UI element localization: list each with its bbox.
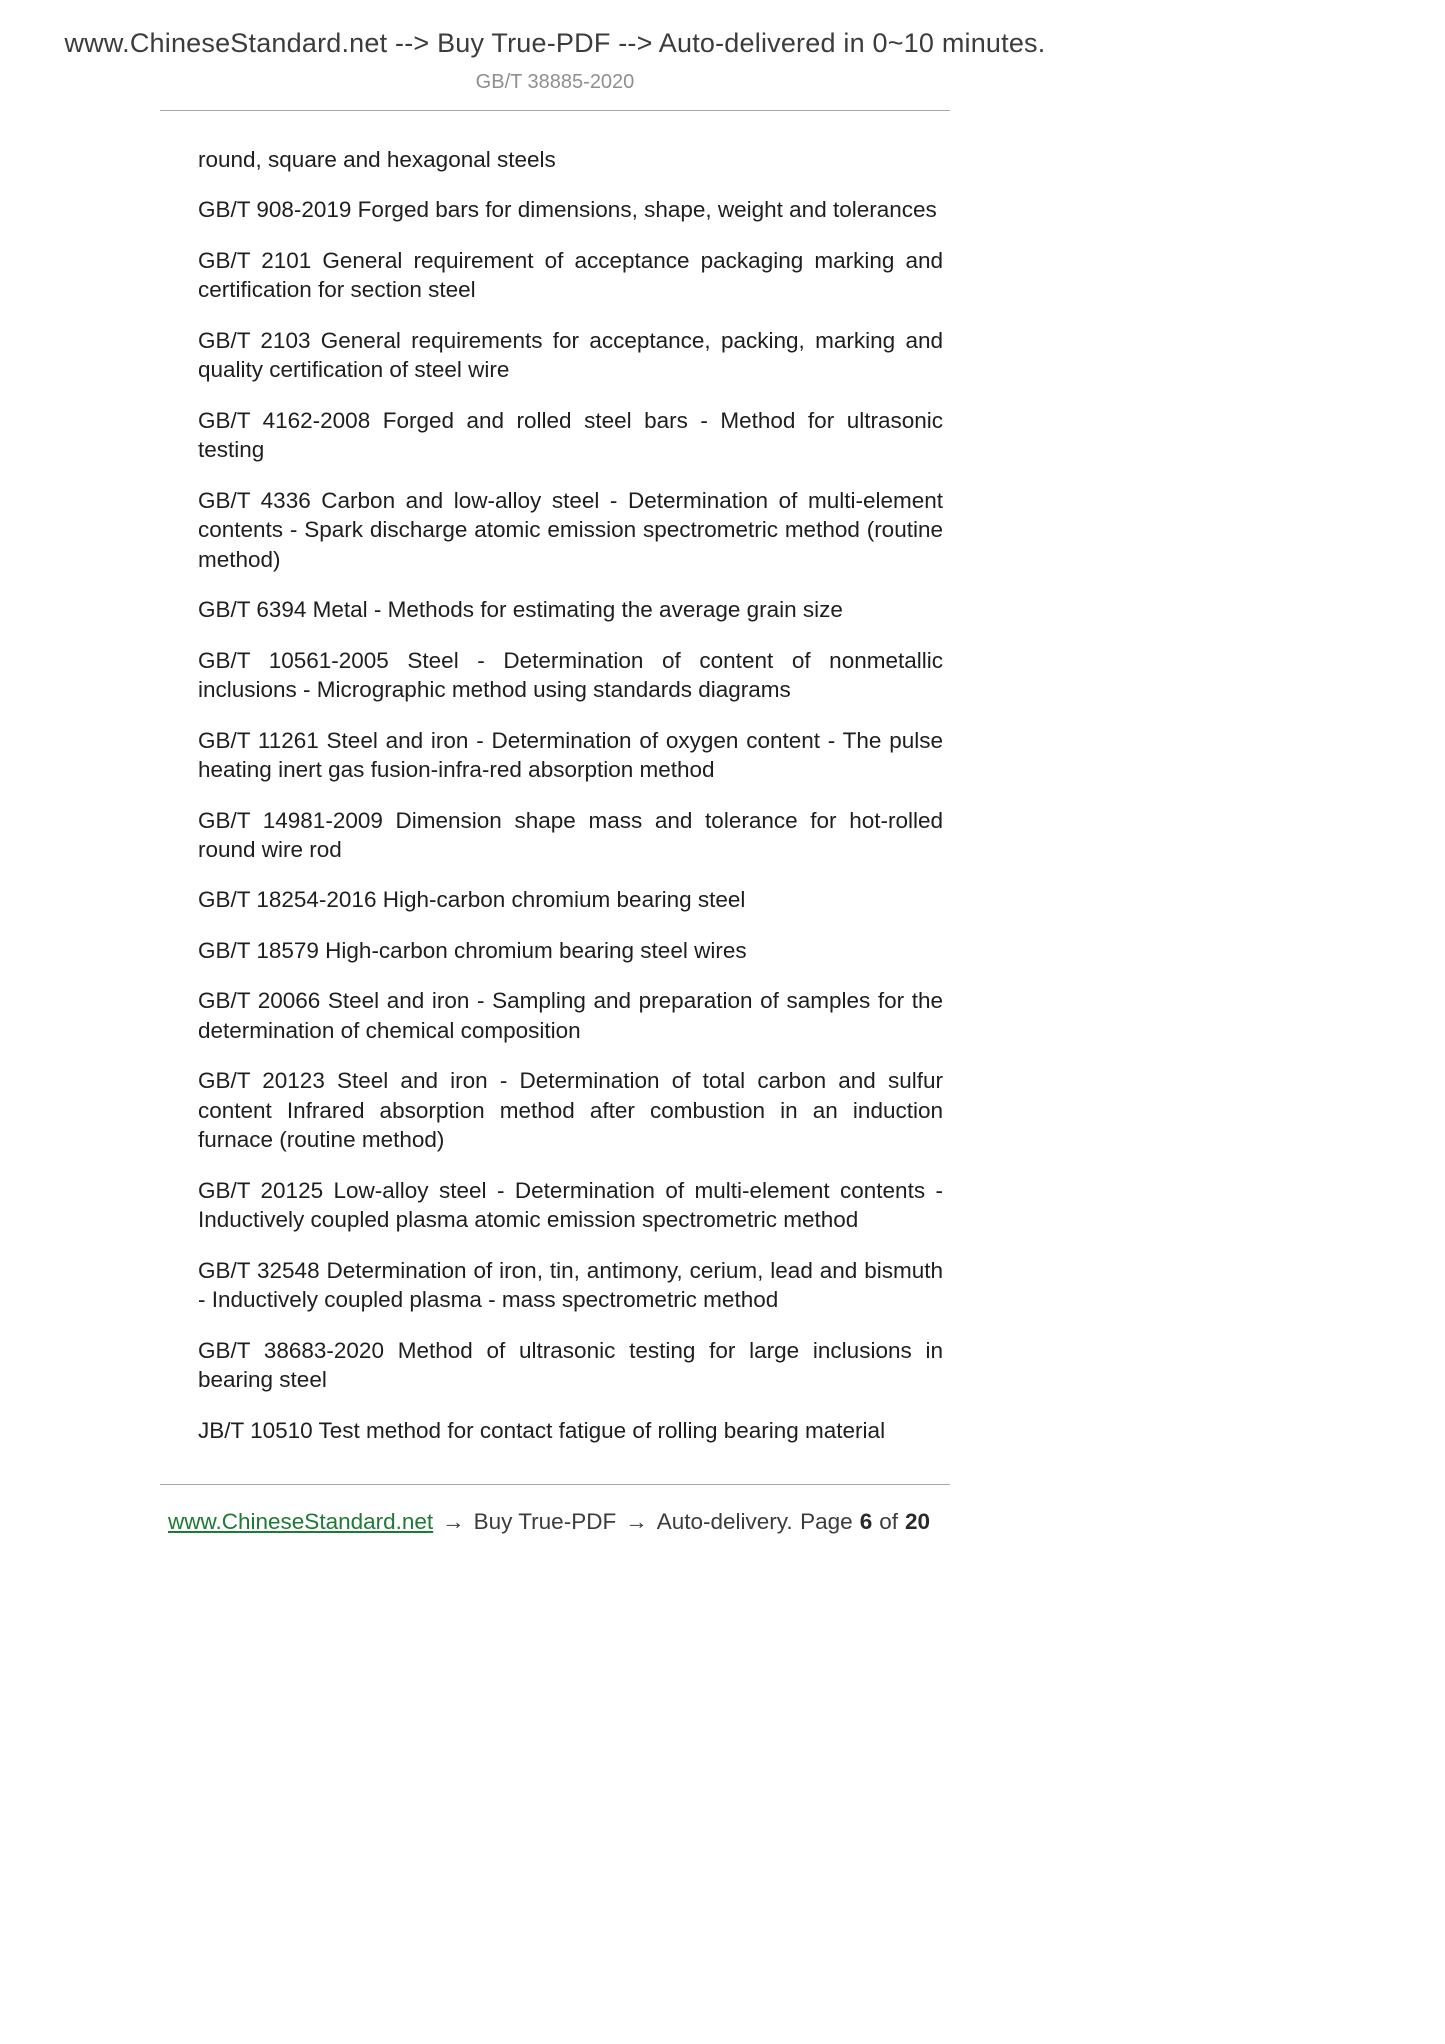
page-footer xyxy=(0,1468,1110,1535)
reference-item: GB/T 20123 Steel and iron - Determination of total carbon and sulfur content Infrared absorption method after combustion in an induction furnace (routine method) xyxy=(198,1068,943,1153)
reference-item: GB/T 2101 General requirement of acceptance packaging marking and certification for section steel xyxy=(198,247,943,303)
reference-item: GB/T 18254-2016 High-carbon chromium bearing steel xyxy=(198,887,746,913)
reference-item: round, square and hexagonal steels xyxy=(198,147,556,172)
reference-item: GB/T 4162-2008 Forged and rolled steel bars - Method for ultrasonic testing xyxy=(198,407,943,463)
reference-item: GB/T 20066 Steel and iron - Sampling and preparation of samples for the determination of chemical composition xyxy=(198,988,943,1043)
document-code: GB/T 38885-2020 xyxy=(475,71,635,93)
reference-item: GB/T 6394 Metal - Methods for estimating the average grain size xyxy=(198,597,843,623)
reference-item: GB/T 11261 Steel and iron - Determination of oxygen content - The pulse heating inert gas fusion-infra-red absorption method xyxy=(198,727,943,783)
footer-buy-text: Buy True-PDF xyxy=(473,1509,617,1534)
reference-item: GB/T 18579 High-carbon chromium bearing steel wires xyxy=(198,937,747,963)
header-banner: www.ChineseStandard.net --> Buy True-PDF --> Auto-delivered in 0~10 minutes. xyxy=(64,28,1046,58)
arrow-right-icon: → xyxy=(442,1509,465,1534)
reference-item: GB/T 32548 Determination of iron, tin, antimony, cerium, lead and bismuth - Inductively coupled plasma - mass spectrometric method xyxy=(198,1257,943,1313)
footer-divider xyxy=(160,1484,950,1485)
reference-item: JB/T 10510 Test method for contact fatigue of rolling bearing material xyxy=(198,1417,886,1443)
header-divider xyxy=(160,110,950,111)
page-label: Page xyxy=(800,1509,853,1534)
footer-left xyxy=(168,1509,793,1535)
page-of-label: of xyxy=(879,1509,898,1534)
footer-row xyxy=(168,1509,930,1535)
reference-item: GB/T 4336 Carbon and low-alloy steel - Determination of multi-element contents - Spark discharge atomic emission spectrometric method (routine method) xyxy=(198,487,943,572)
page-total: 20 xyxy=(904,1509,930,1534)
reference-item: GB/T 20125 Low-alloy steel - Determination of multi-element contents - Inductively coupled plasma atomic emission spectrometric method xyxy=(198,1177,943,1233)
footer-site-link[interactable]: www.ChineseStandard.net xyxy=(168,1509,434,1534)
reference-list xyxy=(198,145,943,1445)
footer-delivery-text: Auto-delivery. xyxy=(656,1509,793,1534)
reference-item: GB/T 14981-2009 Dimension shape mass and tolerance for hot-rolled round wire rod xyxy=(198,807,943,862)
arrow-right-icon: → xyxy=(625,1509,648,1534)
reference-item: GB/T 908-2019 Forged bars for dimensions, shape, weight and tolerances xyxy=(198,197,937,223)
page-current: 6 xyxy=(859,1509,873,1534)
reference-item: GB/T 10561-2005 Steel - Determination of content of nonmetallic inclusions - Micrographic method using standards diagrams xyxy=(198,647,943,703)
reference-item: GB/T 2103 General requirements for acceptance, packing, marking and quality certification of steel wire xyxy=(198,327,943,383)
page-number xyxy=(800,1509,930,1535)
reference-item: GB/T 38683-2020 Method of ultrasonic testing for large inclusions in bearing steel xyxy=(198,1337,943,1393)
